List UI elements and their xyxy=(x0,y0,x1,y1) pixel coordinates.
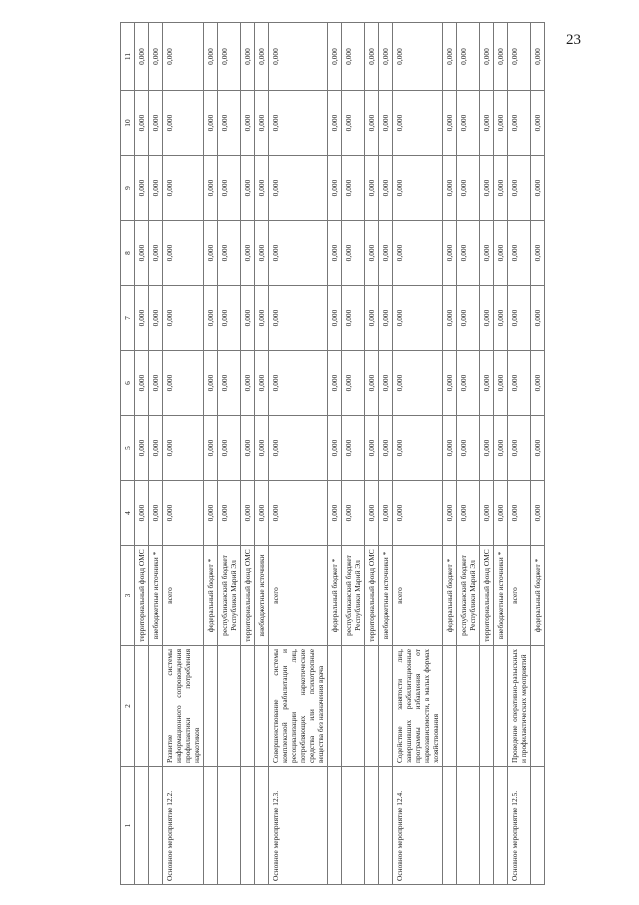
value-cell: 0,000 xyxy=(480,286,494,351)
value-cell: 0,000 xyxy=(457,286,480,351)
value-cell: 0,000 xyxy=(457,23,480,91)
measure-name-cell: Основное мероприятие 12.3. xyxy=(269,767,328,885)
funding-source-cell: федеральный бюджет * xyxy=(443,546,457,646)
measure-name-cell xyxy=(480,767,494,885)
table-row xyxy=(480,23,494,885)
table-row xyxy=(269,23,328,885)
value-cell: 0,000 xyxy=(163,351,204,416)
value-cell: 0,000 xyxy=(255,286,269,351)
column-number: 5 xyxy=(121,416,135,481)
value-cell: 0,000 xyxy=(379,156,393,221)
measure-description-cell: Содействие занятости лиц, завершивших реабилитационные программы избавления от наркозависимости, в малых формах хозяйствования xyxy=(393,646,443,767)
column-number: 4 xyxy=(121,481,135,546)
value-cell: 0,000 xyxy=(531,481,545,546)
value-cell: 0,000 xyxy=(255,156,269,221)
value-cell: 0,000 xyxy=(508,156,531,221)
value-cell: 0,000 xyxy=(135,351,149,416)
value-cell: 0,000 xyxy=(531,156,545,221)
funding-source-cell: республиканский бюджет Республики Марий Эл xyxy=(457,546,480,646)
table-row xyxy=(218,23,241,885)
value-cell: 0,000 xyxy=(241,221,255,286)
value-cell: 0,000 xyxy=(508,481,531,546)
value-cell: 0,000 xyxy=(508,221,531,286)
measure-description-cell xyxy=(135,646,149,767)
value-cell: 0,000 xyxy=(457,91,480,156)
value-cell: 0,000 xyxy=(204,91,218,156)
measure-description-cell xyxy=(241,646,255,767)
funding-source-cell: республиканский бюджет Республики Марий Эл xyxy=(218,546,241,646)
funding-source-cell: федеральный бюджет * xyxy=(204,546,218,646)
table-row xyxy=(342,23,365,885)
value-cell: 0,000 xyxy=(135,416,149,481)
column-number: 2 xyxy=(121,646,135,767)
value-cell: 0,000 xyxy=(218,91,241,156)
measure-description-cell xyxy=(457,646,480,767)
value-cell: 0,000 xyxy=(365,91,379,156)
value-cell: 0,000 xyxy=(508,23,531,91)
value-cell: 0,000 xyxy=(508,91,531,156)
value-cell: 0,000 xyxy=(443,286,457,351)
value-cell: 0,000 xyxy=(393,351,443,416)
value-cell: 0,000 xyxy=(269,156,328,221)
measure-description-cell xyxy=(149,646,163,767)
rotated-table-container xyxy=(120,23,542,885)
value-cell: 0,000 xyxy=(494,481,508,546)
measure-name-cell xyxy=(218,767,241,885)
funding-source-cell: внебюджетные источники * xyxy=(379,546,393,646)
value-cell: 0,000 xyxy=(443,23,457,91)
value-cell: 0,000 xyxy=(531,221,545,286)
value-cell: 0,000 xyxy=(342,481,365,546)
value-cell: 0,000 xyxy=(255,221,269,286)
value-cell: 0,000 xyxy=(457,416,480,481)
value-cell: 0,000 xyxy=(379,23,393,91)
table-row xyxy=(531,23,545,885)
table-row xyxy=(241,23,255,885)
value-cell: 0,000 xyxy=(457,351,480,416)
value-cell: 0,000 xyxy=(443,156,457,221)
value-cell: 0,000 xyxy=(163,481,204,546)
table-row xyxy=(204,23,218,885)
table-row xyxy=(365,23,379,885)
value-cell: 0,000 xyxy=(241,416,255,481)
value-cell: 0,000 xyxy=(204,286,218,351)
value-cell: 0,000 xyxy=(163,23,204,91)
measure-description-cell: Проведение оперативно-разыскных и профилактических мероприятий xyxy=(508,646,531,767)
value-cell: 0,000 xyxy=(255,23,269,91)
measure-name-cell xyxy=(379,767,393,885)
value-cell: 0,000 xyxy=(163,91,204,156)
value-cell: 0,000 xyxy=(204,156,218,221)
table-row xyxy=(379,23,393,885)
value-cell: 0,000 xyxy=(149,156,163,221)
measure-description-cell xyxy=(342,646,365,767)
value-cell: 0,000 xyxy=(218,286,241,351)
column-number: 1 xyxy=(121,767,135,885)
value-cell: 0,000 xyxy=(379,416,393,481)
column-number-row xyxy=(121,23,135,885)
value-cell: 0,000 xyxy=(135,221,149,286)
value-cell: 0,000 xyxy=(241,156,255,221)
table-row xyxy=(328,23,342,885)
value-cell: 0,000 xyxy=(269,416,328,481)
value-cell: 0,000 xyxy=(379,221,393,286)
value-cell: 0,000 xyxy=(269,286,328,351)
value-cell: 0,000 xyxy=(443,416,457,481)
value-cell: 0,000 xyxy=(480,91,494,156)
column-number: 6 xyxy=(121,351,135,416)
column-number: 10 xyxy=(121,91,135,156)
measure-description-cell: Совершенствование системы комплексной реабилитации и ресоциализации лиц, потребляющих наркотические средства или психотропные вещества без назначения врача xyxy=(269,646,328,767)
funding-source-cell: внебюджетные источники * xyxy=(149,546,163,646)
measure-description-cell xyxy=(255,646,269,767)
funding-source-cell: территориальный фонд ОМС xyxy=(241,546,255,646)
value-cell: 0,000 xyxy=(204,351,218,416)
value-cell: 0,000 xyxy=(531,351,545,416)
value-cell: 0,000 xyxy=(149,481,163,546)
table-row xyxy=(255,23,269,885)
value-cell: 0,000 xyxy=(328,156,342,221)
value-cell: 0,000 xyxy=(218,221,241,286)
funding-source-cell: республиканский бюджет Республики Марий Эл xyxy=(342,546,365,646)
measure-name-cell xyxy=(149,767,163,885)
value-cell: 0,000 xyxy=(508,416,531,481)
table-row xyxy=(508,23,531,885)
value-cell: 0,000 xyxy=(135,481,149,546)
value-cell: 0,000 xyxy=(342,416,365,481)
value-cell: 0,000 xyxy=(269,23,328,91)
measure-name-cell xyxy=(135,767,149,885)
measure-name-cell: Основное мероприятие 12.4. xyxy=(393,767,443,885)
value-cell: 0,000 xyxy=(218,23,241,91)
value-cell: 0,000 xyxy=(457,481,480,546)
value-cell: 0,000 xyxy=(135,286,149,351)
value-cell: 0,000 xyxy=(393,91,443,156)
value-cell: 0,000 xyxy=(480,416,494,481)
value-cell: 0,000 xyxy=(163,221,204,286)
measure-name-cell xyxy=(365,767,379,885)
value-cell: 0,000 xyxy=(342,286,365,351)
value-cell: 0,000 xyxy=(204,221,218,286)
value-cell: 0,000 xyxy=(480,481,494,546)
measure-description-cell xyxy=(365,646,379,767)
value-cell: 0,000 xyxy=(328,416,342,481)
measure-name-cell xyxy=(241,767,255,885)
value-cell: 0,000 xyxy=(531,91,545,156)
measure-description-cell xyxy=(379,646,393,767)
funding-source-cell: федеральный бюджет * xyxy=(328,546,342,646)
measure-description-cell xyxy=(531,646,545,767)
measure-name-cell: Основное мероприятие 12.5. xyxy=(508,767,531,885)
value-cell: 0,000 xyxy=(379,286,393,351)
table-row xyxy=(149,23,163,885)
value-cell: 0,000 xyxy=(342,156,365,221)
value-cell: 0,000 xyxy=(494,221,508,286)
column-number: 3 xyxy=(121,546,135,646)
value-cell: 0,000 xyxy=(255,91,269,156)
value-cell: 0,000 xyxy=(135,23,149,91)
measure-name-cell: Основное мероприятие 12.2. xyxy=(163,767,204,885)
measure-name-cell xyxy=(255,767,269,885)
table-row xyxy=(163,23,204,885)
measure-description-cell xyxy=(480,646,494,767)
measure-name-cell xyxy=(443,767,457,885)
measure-name-cell xyxy=(342,767,365,885)
table-row xyxy=(393,23,443,885)
measure-name-cell xyxy=(328,767,342,885)
value-cell: 0,000 xyxy=(457,221,480,286)
measure-name-cell xyxy=(204,767,218,885)
value-cell: 0,000 xyxy=(269,351,328,416)
value-cell: 0,000 xyxy=(149,351,163,416)
value-cell: 0,000 xyxy=(163,416,204,481)
value-cell: 0,000 xyxy=(480,351,494,416)
value-cell: 0,000 xyxy=(328,286,342,351)
value-cell: 0,000 xyxy=(149,416,163,481)
value-cell: 0,000 xyxy=(365,221,379,286)
value-cell: 0,000 xyxy=(379,91,393,156)
value-cell: 0,000 xyxy=(494,286,508,351)
value-cell: 0,000 xyxy=(443,351,457,416)
value-cell: 0,000 xyxy=(255,351,269,416)
column-number: 8 xyxy=(121,221,135,286)
funding-source-cell: внебюджетные источники xyxy=(255,546,269,646)
budget-table xyxy=(120,22,545,885)
table-row xyxy=(135,23,149,885)
value-cell: 0,000 xyxy=(342,351,365,416)
funding-source-cell: федеральный бюджет * xyxy=(531,546,545,646)
value-cell: 0,000 xyxy=(443,481,457,546)
value-cell: 0,000 xyxy=(204,481,218,546)
value-cell: 0,000 xyxy=(218,156,241,221)
value-cell: 0,000 xyxy=(241,91,255,156)
measure-description-cell xyxy=(218,646,241,767)
value-cell: 0,000 xyxy=(241,351,255,416)
value-cell: 0,000 xyxy=(135,156,149,221)
value-cell: 0,000 xyxy=(149,91,163,156)
value-cell: 0,000 xyxy=(269,481,328,546)
value-cell: 0,000 xyxy=(379,351,393,416)
value-cell: 0,000 xyxy=(149,23,163,91)
funding-source-cell: территориальный фонд ОМС xyxy=(365,546,379,646)
measure-name-cell xyxy=(457,767,480,885)
value-cell: 0,000 xyxy=(443,221,457,286)
value-cell: 0,000 xyxy=(393,286,443,351)
value-cell: 0,000 xyxy=(241,286,255,351)
column-number: 9 xyxy=(121,156,135,221)
value-cell: 0,000 xyxy=(328,481,342,546)
table-row xyxy=(457,23,480,885)
value-cell: 0,000 xyxy=(393,23,443,91)
value-cell: 0,000 xyxy=(365,481,379,546)
value-cell: 0,000 xyxy=(393,481,443,546)
value-cell: 0,000 xyxy=(149,286,163,351)
value-cell: 0,000 xyxy=(480,23,494,91)
value-cell: 0,000 xyxy=(163,286,204,351)
value-cell: 0,000 xyxy=(393,156,443,221)
measure-name-cell xyxy=(531,767,545,885)
table-row xyxy=(443,23,457,885)
value-cell: 0,000 xyxy=(508,286,531,351)
funding-source-cell: всего xyxy=(269,546,328,646)
measure-description-cell xyxy=(204,646,218,767)
value-cell: 0,000 xyxy=(255,416,269,481)
measure-description-cell xyxy=(443,646,457,767)
value-cell: 0,000 xyxy=(531,23,545,91)
value-cell: 0,000 xyxy=(269,221,328,286)
value-cell: 0,000 xyxy=(393,221,443,286)
value-cell: 0,000 xyxy=(241,481,255,546)
funding-source-cell: всего xyxy=(508,546,531,646)
value-cell: 0,000 xyxy=(328,221,342,286)
funding-source-cell: внебюджетные источники * xyxy=(494,546,508,646)
column-number: 7 xyxy=(121,286,135,351)
value-cell: 0,000 xyxy=(365,351,379,416)
value-cell: 0,000 xyxy=(241,23,255,91)
value-cell: 0,000 xyxy=(480,156,494,221)
page-number: 23 xyxy=(566,32,581,48)
value-cell: 0,000 xyxy=(531,286,545,351)
value-cell: 0,000 xyxy=(163,156,204,221)
table-row xyxy=(494,23,508,885)
value-cell: 0,000 xyxy=(457,156,480,221)
funding-source-cell: всего xyxy=(163,546,204,646)
table-body xyxy=(135,23,545,885)
value-cell: 0,000 xyxy=(328,23,342,91)
value-cell: 0,000 xyxy=(218,481,241,546)
value-cell: 0,000 xyxy=(218,416,241,481)
value-cell: 0,000 xyxy=(149,221,163,286)
value-cell: 0,000 xyxy=(379,481,393,546)
value-cell: 0,000 xyxy=(342,91,365,156)
value-cell: 0,000 xyxy=(365,23,379,91)
value-cell: 0,000 xyxy=(342,221,365,286)
value-cell: 0,000 xyxy=(328,351,342,416)
value-cell: 0,000 xyxy=(269,91,328,156)
value-cell: 0,000 xyxy=(531,416,545,481)
value-cell: 0,000 xyxy=(508,351,531,416)
value-cell: 0,000 xyxy=(494,91,508,156)
column-number: 11 xyxy=(121,23,135,91)
value-cell: 0,000 xyxy=(480,221,494,286)
value-cell: 0,000 xyxy=(204,416,218,481)
value-cell: 0,000 xyxy=(255,481,269,546)
value-cell: 0,000 xyxy=(328,91,342,156)
value-cell: 0,000 xyxy=(342,23,365,91)
measure-description-cell: Развитие системы информационного сопровождения профилактики потребления наркотиков xyxy=(163,646,204,767)
measure-description-cell xyxy=(494,646,508,767)
value-cell: 0,000 xyxy=(218,351,241,416)
measure-name-cell xyxy=(494,767,508,885)
value-cell: 0,000 xyxy=(494,351,508,416)
funding-source-cell: территориальный фонд ОМС xyxy=(135,546,149,646)
value-cell: 0,000 xyxy=(494,23,508,91)
measure-description-cell xyxy=(328,646,342,767)
funding-source-cell: всего xyxy=(393,546,443,646)
value-cell: 0,000 xyxy=(365,416,379,481)
value-cell: 0,000 xyxy=(494,156,508,221)
value-cell: 0,000 xyxy=(204,23,218,91)
value-cell: 0,000 xyxy=(365,286,379,351)
funding-source-cell: территориальный фонд ОМС xyxy=(480,546,494,646)
value-cell: 0,000 xyxy=(443,91,457,156)
value-cell: 0,000 xyxy=(494,416,508,481)
value-cell: 0,000 xyxy=(365,156,379,221)
value-cell: 0,000 xyxy=(393,416,443,481)
value-cell: 0,000 xyxy=(135,91,149,156)
